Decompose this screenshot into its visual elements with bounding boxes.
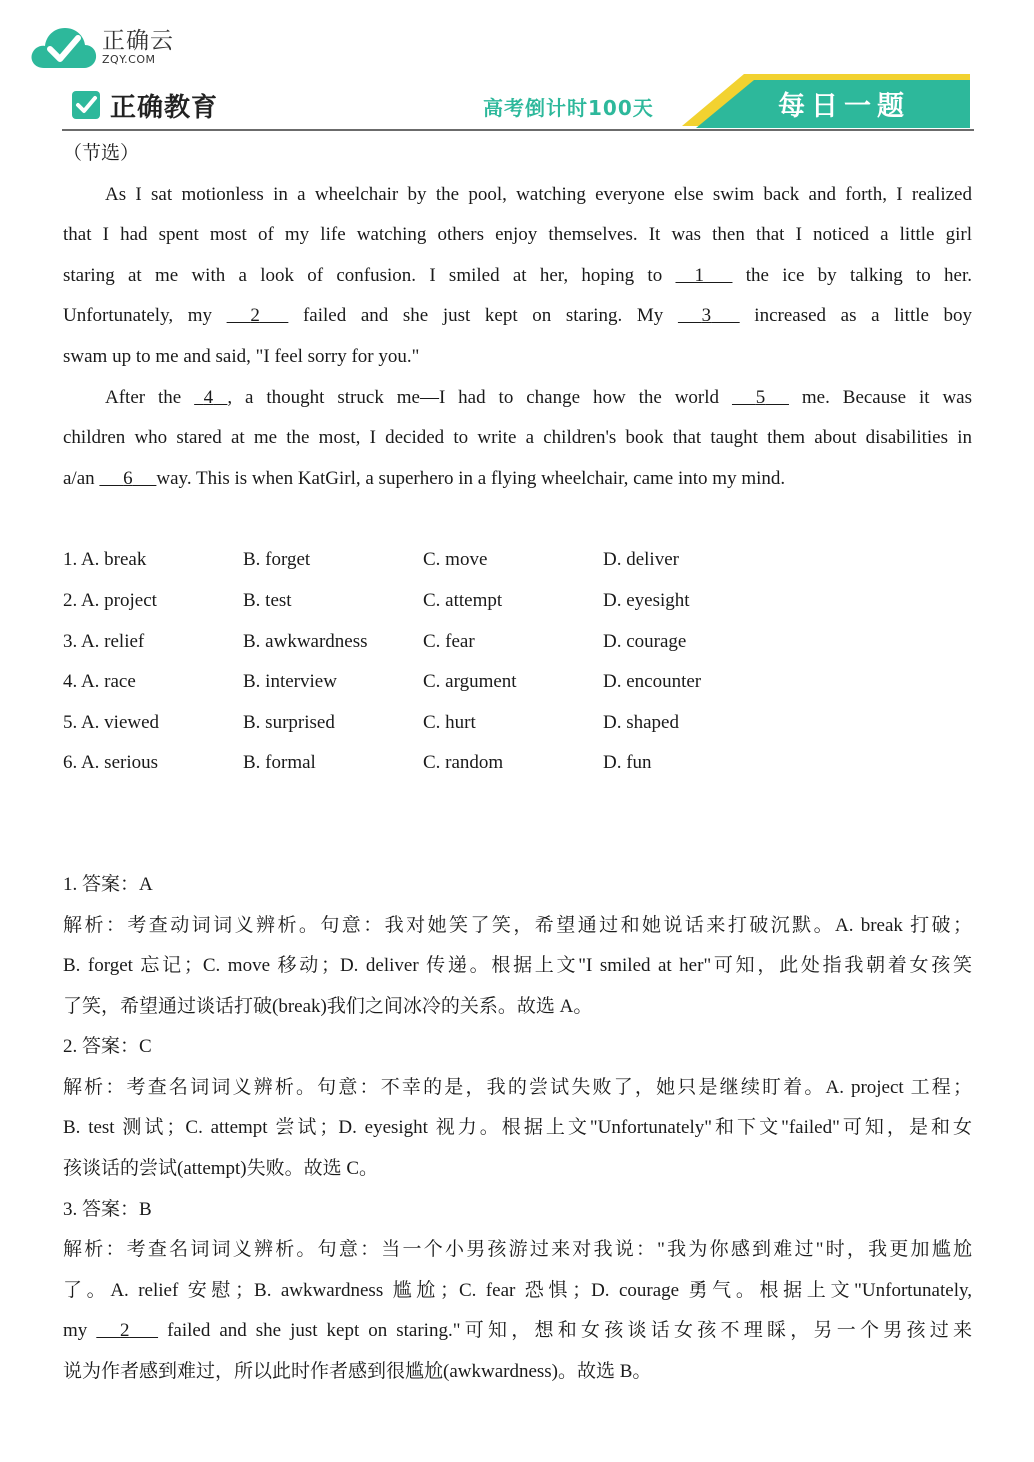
document-body — [63, 134, 972, 1393]
explanation-line: 了。A. relief 安慰；B. awkwardness 尴尬；C. fear 恐惧；D. courage 勇气。根据上文"Unfortunately, — [63, 1279, 972, 1301]
passage-line: As I sat motionless in a wheelchair by the pool, watching everyone else swim back and forth, I realized — [105, 183, 972, 205]
option-row — [63, 622, 972, 663]
passage-line — [63, 459, 972, 500]
option-c: C. fear — [423, 630, 475, 652]
blank-3: 3 — [701, 305, 712, 327]
option-d: D. deliver — [603, 549, 679, 571]
excerpt-note: （节选） — [63, 143, 140, 164]
explanation-line: 解析：考查动词词义辨析。句意：我对她笑了笑，希望通过和她说话来打破沉默。A. break 打破； — [63, 914, 972, 936]
answers-section — [63, 865, 972, 1393]
option-c: C. random — [423, 752, 504, 774]
passage-text: failed and she just kept on staring. My — [302, 305, 664, 327]
option-a: 1. A. break — [63, 549, 147, 571]
option-c: C. attempt — [423, 589, 503, 611]
brand-title — [70, 88, 218, 122]
option-a: 4. A. race — [63, 671, 136, 693]
answer-heading: 2. 答案：C — [63, 1036, 152, 1058]
option-row — [63, 581, 972, 622]
brand-name: 正确教育 — [110, 92, 219, 123]
option-d: D. encounter — [603, 671, 702, 693]
blank-2: 2 — [250, 305, 260, 327]
passage-text: me. Because it was — [801, 386, 973, 408]
option-b: B. test — [243, 589, 292, 611]
option-a: 5. A. viewed — [63, 711, 160, 733]
explanation-line: 孩谈话的尝试(attempt)失败。故选 C。 — [63, 1158, 379, 1180]
option-b: B. interview — [243, 671, 337, 693]
option-row — [63, 743, 972, 784]
answer-heading: 1. 答案：A — [63, 873, 153, 895]
checkbox-check-icon — [70, 89, 102, 121]
explanation-text: failed and she just kept on staring."可知，想和女孩谈话女孩不理睬，另一个男孩过来 — [167, 1320, 973, 1342]
option-b: B. forget — [243, 549, 311, 571]
blank-6: 6 — [123, 467, 133, 489]
passage-text: After the — [105, 386, 182, 408]
answer-1 — [63, 865, 972, 1027]
option-a: 3. A. relief — [63, 630, 145, 652]
passage-text: the ice by talking to her. — [745, 264, 972, 286]
answer-heading: 3. 答案：B — [63, 1198, 152, 1220]
option-row — [63, 703, 972, 744]
passage-line — [63, 378, 972, 419]
passage-text: increased as a little boy — [754, 305, 973, 327]
explanation-line: B. test 测试；C. attempt 尝试；D. eyesight 视力。根据上文"Unfortunately"和下文"failed"可知，是和女 — [63, 1117, 972, 1139]
option-b: B. awkwardness — [243, 630, 368, 652]
blank-5: 5 — [755, 386, 766, 408]
option-b: B. formal — [243, 752, 316, 774]
countdown-label: 高考倒计时100天 — [483, 96, 654, 120]
passage-line: swam up to me and said, "I feel sorry for you." — [63, 345, 420, 367]
passage-paragraph-1 — [63, 175, 972, 378]
option-a: 2. A. project — [63, 589, 157, 611]
explanation-line — [63, 1311, 972, 1352]
passage-text: Unfortunately, my — [63, 305, 212, 327]
option-d: D. courage — [603, 630, 687, 652]
option-row — [63, 662, 972, 703]
option-row — [63, 540, 972, 581]
logo-domain: ZQY.COM — [102, 53, 156, 66]
passage-text: a/an — [63, 467, 95, 489]
explanation-line: B. forget 忘记；C. move 移动；D. deliver 传递。根据上文"I smiled at her"可知，此处指我朝着女孩笑 — [63, 955, 972, 977]
answer-3 — [63, 1190, 972, 1393]
cloud-check-logo-icon — [30, 24, 98, 70]
option-b: B. surprised — [243, 711, 335, 733]
option-d: D. eyesight — [603, 589, 690, 611]
daily-question-label: 每日一题 — [778, 91, 910, 122]
answer-2 — [63, 1027, 972, 1189]
passage-line: that I had spent most of my life watching others enjoy themselves. It was then that I noticed a little girl — [63, 224, 972, 246]
options-list — [63, 540, 972, 784]
blank-4: 4 — [203, 386, 214, 408]
blank-1: 1 — [694, 264, 704, 286]
passage-line — [63, 256, 972, 297]
option-d: D. shaped — [603, 711, 679, 733]
header-divider — [62, 129, 974, 131]
option-c: C. argument — [423, 671, 517, 693]
passage-text: , a thought struck me—I had to change how the world — [227, 386, 720, 408]
passage-line — [63, 296, 972, 337]
option-d: D. fun — [603, 752, 652, 774]
logo-chinese-name: 正确云 — [102, 28, 174, 54]
quoted-blank-2: 2 — [120, 1320, 130, 1342]
passage-text: staring at me with a look of confusion. I smiled at her, hoping to — [63, 264, 663, 286]
passage-line: children who stared at me the most, I decided to write a children's book that taught them about disabilities in — [63, 427, 972, 449]
explanation-line: 解析：考查名词词义辨析。句意：不幸的是，我的尝试失败了，她只是继续盯着。A. project 工程； — [63, 1076, 972, 1098]
logo-wordmark — [102, 28, 174, 66]
passage-text: way. This is when KatGirl, a superhero in a flying wheelchair, came into my mind. — [156, 467, 786, 489]
explanation-line: 了笑，希望通过谈话打破(break)我们之间冰冷的关系。故选 A。 — [63, 995, 593, 1017]
option-c: C. move — [423, 549, 488, 571]
explanation-text: my — [63, 1320, 88, 1342]
option-c: C. hurt — [423, 711, 476, 733]
explanation-line: 解析：考查名词词义辨析。句意：当一个小男孩游过来对我说："我为你感到难过"时，我更加尴尬 — [63, 1239, 972, 1261]
explanation-line: 说为作者感到难过，所以此时作者感到很尴尬(awkwardness)。故选 B。 — [63, 1361, 652, 1383]
passage-paragraph-2 — [63, 378, 972, 500]
option-a: 6. A. serious — [63, 752, 158, 774]
